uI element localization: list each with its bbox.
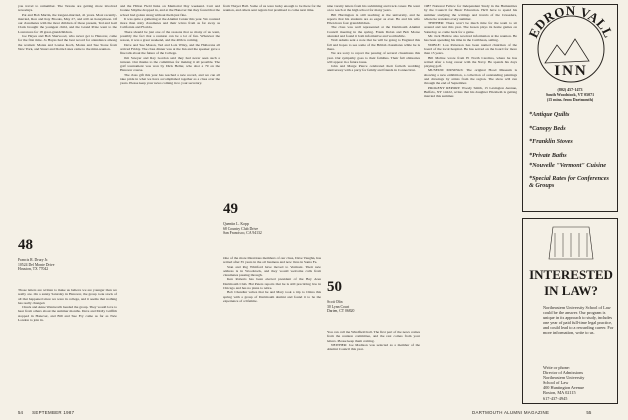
paragraph: you travel to remember. The Texans are getting more involved nowadays. — [18, 4, 117, 13]
paragraph: NEITHER: Joe Madison was selected as a member of the Alumni Council this year. — [327, 342, 420, 352]
contact-line: Write or phone: — [543, 365, 571, 370]
inn-distance: (15 mins. from Dartmouth) — [546, 96, 594, 102]
address-line: Houston, TX 77042 — [18, 267, 49, 272]
inn-name-bottom: INN — [554, 63, 588, 79]
inn-phone: (802) 457-1473 — [557, 87, 583, 92]
paragraph: Stan and Peg Whitford have moved to Vermont. Their new address is in Woodstock, and they would welcome calls from classmates passing through. — [223, 264, 321, 278]
paragraph: The class gift this year has reached a new record, and we can all take pride in what we have accomplished together as a class over the years. Please keep your news coming in to your secretary. — [120, 72, 220, 86]
class-year-49: 49 — [223, 201, 238, 217]
paragraph: We are sorry to report the passing of several classmates this year. Our sympathy goes to their families. Their full obituaries will appear in a future issue. — [327, 51, 420, 64]
class-address-48 — [18, 258, 54, 272]
column-2 — [120, 4, 220, 410]
paragraph: Chuck and Anne Wentworth headed the group. They would love to hear from others about the summer months. Dave and Molly Griffith stopped in Hanover, and Bill and Sue Fry came as far as New London to join in. — [18, 305, 117, 323]
column-3-bottom — [223, 256, 321, 406]
inn-town: South Woodstock, VT 05071 — [545, 91, 595, 97]
paragraph: Bob Chandler writes that he and Mary took a trip to China this spring with a group of Dartmouth alumni and found it to be the experience of a lifetime. — [223, 290, 321, 303]
class-year-50: 50 — [327, 279, 342, 295]
paragraph: The class was well represented at the Dartmouth Alumni Council meeting in the spring. Frank Dolan and Bob Morse attended and found it both informative and worthwhile. — [327, 25, 420, 39]
column-1-top — [18, 4, 117, 236]
contact-line: 617-437-4945 — [543, 395, 568, 401]
inn-address — [527, 88, 613, 102]
address-line: Darien, CT 06820 — [327, 309, 355, 314]
law-school-advertisement — [522, 218, 618, 404]
inn-features — [529, 108, 615, 189]
mountain-icon — [545, 39, 589, 63]
paragraph: nine varsity letters from his swimming and track career. He went on to teach at the high school for many years. — [327, 4, 420, 13]
paragraph: Pat and Bob Martin, the longest-married, 41 years. Most recently-married, Ron and Kay Brooks, May 27, and still on honeymoon. Of our classmates with the most children of those present, Ted and Gail Clark brought the youngest child, and the Grand Prize went to the Lawrences for 18 great-grandchildren. — [18, 12, 117, 34]
contact-line: 400 Huntington Avenue — [543, 385, 584, 391]
paragraph: MUSEUM MUSINGS: The original Hood Museum is showing a new exhibition, a collection of outstanding paintings and drawings by artists from the region. The show will run through the end of September. — [424, 68, 517, 86]
paragraph: from Thayer Hall. Some of us were lucky enough to be there for the reunion, and others sent regrets but promised to come next time. — [223, 4, 321, 13]
column-1-bottom — [18, 288, 117, 404]
left-page-footer — [18, 410, 74, 415]
law-ad-body: Northeastern University School of Law could be the answer. Our program is unique in its approach to study, includes one year of paid full-time legal practice, and could lead to a rewarding career. For more information, write to us. — [543, 305, 614, 336]
paragraph: Joe Hayes and Bob Sherwood, who never get to Hanover, came for the first time. Jo Hayes had the best record for attendance among the women: Monte and Louise Koch, Monte and Sue Stone from New York, and Stuart and Dottie Lines came to the mini-reunion. — [18, 34, 117, 51]
paragraph: THITHER: There won't be much time for the team to sit around and rest this year. The Green plays its home games on Saturday, so come back for a game. — [424, 21, 517, 34]
column-5 — [424, 4, 517, 414]
contact-line: Director of Admissions — [543, 370, 584, 376]
paragraph: Ken Roberts has been elected president of the Bay Area Dartmouth Club. Hal Peters reports that he is still practicing law in Chicago and has no plans to retire. — [223, 277, 321, 291]
paragraph: John and Marge Pierce celebrated their fortieth wedding anniversary with a party for family and friends in Connecticut. — [327, 64, 420, 73]
law-ad-graphic — [523, 219, 618, 305]
paragraph: and the Hilton Field links on Memorial Day weekend. Curt and Joanne Smythe dropped in, and at the Hanover Inn they found that the school had gotten along without them just fine. — [120, 4, 220, 17]
feature-item: *Private Baths — [529, 151, 567, 159]
address-line: 10524 Del Monte Drive — [18, 262, 55, 267]
paragraph: PROGENY REPORT: Woody Smith, 15 Lexington Avenue, Buffalo, NY 14222, writes that his daughter Elizabeth is getting married this summer. — [424, 85, 517, 99]
law-ad-contact — [543, 365, 615, 401]
paragraph: Bill Moline wrote from El North Carolina, where he has retired after a long career with the Navy. He spends his days playing golf. — [424, 55, 517, 69]
paragraph: Dave and Sue Mason, Ted and Lois Wiley, and the Hallorans all arrived Friday. The class dinner was at the Inn and the speaker gave a fine talk about the future of the College. — [120, 42, 220, 56]
contact-line: Boston, MA 02115 — [543, 390, 576, 396]
paragraph: NOBLE: Lou Patterson has been named chairman of the board of the local hospital. He has served on the board for more than 15 years. — [424, 42, 517, 56]
law-headline-line2: IN LAW? — [544, 283, 598, 298]
address-line: Quentin L. Kopp — [223, 222, 249, 226]
paragraph: 1987 National Fellow for Independent Study in the Humanities by the Council for Basic Education. He'll have to spend his summer studying the writings and travels of the Crusaders, where he wanders every summer. — [424, 4, 517, 21]
class-year-48: 48 — [18, 237, 33, 253]
paragraph: Bill Harrington is still teaching at the university, and he reports that his students are as eager as ever. He and his wife Ellen have four grandchildren. — [327, 12, 420, 26]
address-line: Francis R. Drury Jr. — [18, 258, 49, 262]
inn-logo — [523, 5, 618, 89]
inn-name-top: EDRON VALL — [525, 5, 617, 41]
paragraph: One of the more illustrious members of our class, Dave Vaughn, has retired after 35 years in the oil business and now lives in Santa Fe. — [223, 256, 321, 265]
feature-item: *Franklin Stoves — [529, 138, 573, 146]
feature-item: *Canopy Beds — [529, 124, 566, 132]
issue-month: SEPTEMBER 1987 — [32, 410, 75, 415]
paragraph: It was quite a gathering at the Alumni Center this year. We counted more than sixty classmates and their wives from as far away as California and Florida. — [120, 16, 220, 30]
paragraph: There should be just one of the reasons that so many of us went, possibly the fact that a reunion can be a lot of fun. Whatever the reason, it was a great weekend, and the 40th is coming. — [120, 29, 220, 43]
class-address-50 — [327, 300, 354, 314]
paragraph: Those letters are written to make us believe we are younger than we really are. On a sunny Saturday in Hanover, the group took stock of all that happened since we were in college, and it seems that nothing has really changed. — [18, 288, 117, 305]
class-address-49 — [223, 222, 262, 236]
magazine-name: DARTMOUTH ALUMNI MAGAZINE — [472, 410, 550, 415]
address-line: 68 Country Club Drive — [223, 226, 259, 231]
column-3-top — [223, 4, 321, 200]
column-4-top — [327, 4, 420, 276]
page-number-right: 55 — [586, 410, 592, 415]
feature-item: *Special Rates for Conferences & Groups — [529, 175, 609, 190]
law-headline-line1: INTERESTED — [529, 267, 613, 282]
contact-line: School of Law — [543, 380, 569, 386]
column-4-bottom — [327, 330, 420, 406]
address-line: 30 Lynn Court — [327, 304, 350, 309]
page-number-left: 54 — [18, 410, 23, 415]
address-line: San Francisco, CA 94132 — [223, 231, 262, 236]
contact-line: Northeastern University — [543, 375, 585, 381]
right-page-footer — [472, 410, 591, 415]
paragraph: Jim Sawyer and Ray Gordon said they had never seen such a turnout. Our thanks to the committee for making it all possible. The golf tournament was won by Dick Heller, who shot a 79 on the Hanover course. — [120, 55, 220, 73]
paragraph: You can call me Windfield hall. The first part of the news comes from the reunion committee, and the rest comes from your letters. Please keep them coming. — [327, 330, 420, 343]
paragraph: Walt Adams sent a note that he will be going to England this fall and hopes to see some of the British classmates while he is there. — [327, 38, 420, 51]
address-line: Scott Olin — [327, 300, 343, 304]
feature-item: *Nouvelle "Vermont" Cuisine — [529, 162, 607, 170]
inn-advertisement — [522, 4, 618, 212]
feature-item: *Antique Quilts — [529, 111, 570, 118]
paragraph: Mr. Jack Hallow also received information at the reunion. He has been spending his time in the Caribbean, sailing. — [424, 34, 517, 43]
